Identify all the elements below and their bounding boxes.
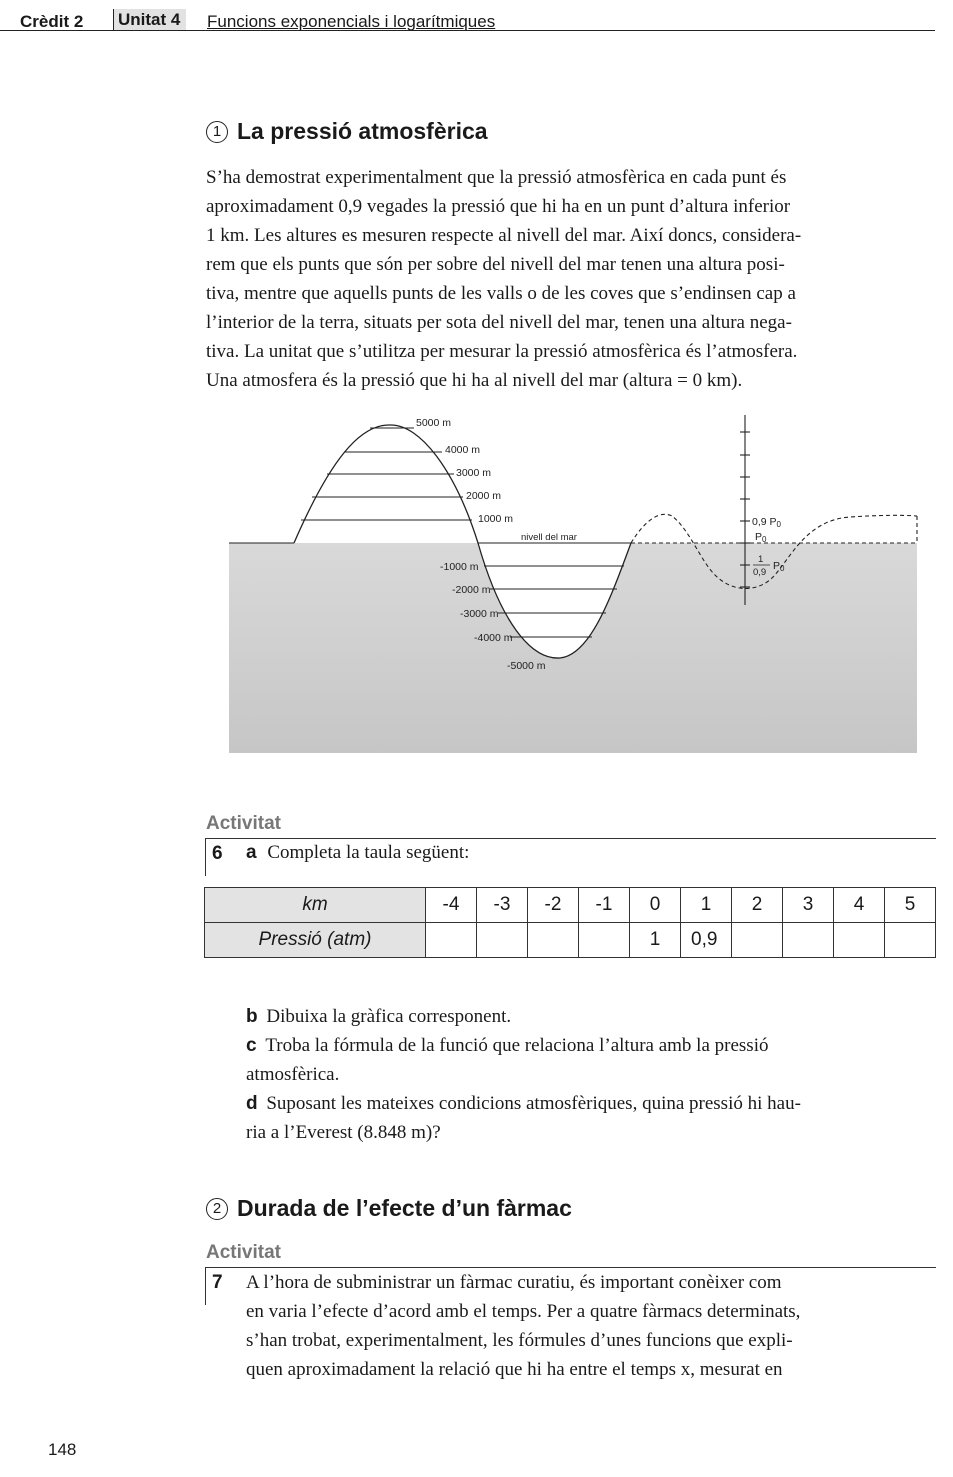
paragraph-line: rem que els punts que són per sobre del nivell del mar tenen una altura posi- [206, 254, 785, 275]
table-cell: -3 [477, 888, 528, 923]
paragraph-line: tiva, mentre que aquells punts de les valls o de les coves que s’endinsen cap a [206, 283, 796, 304]
section2-number: 2 [206, 1198, 228, 1220]
label-neg1000: -1000 m [440, 561, 479, 573]
paragraph-line: tiva. La unitat que s’utilitza per mesurar la pressió atmosfèrica és l’atmosfera. [206, 341, 798, 362]
paragraph-line: Una atmosfera és la pressió que hi ha al nivell del mar (altura = 0 km). [206, 370, 743, 391]
table-cell-input[interactable] [426, 923, 477, 958]
item-d [246, 1089, 936, 1118]
paragraph-line: s’han trobat, experimentalment, les fórmules d’unes funcions que expli- [246, 1330, 793, 1351]
label-4000: 4000 m [445, 444, 481, 456]
label-frac-den: 0,9 [753, 567, 767, 578]
unit-label: Unitat 4 [113, 9, 186, 30]
label-sea-level: nivell del mar [521, 532, 577, 543]
label-frac-num: 1 [758, 554, 764, 565]
item-b [246, 1002, 936, 1031]
table-cell-input[interactable] [885, 923, 936, 958]
paragraph-line: 1 km. Les altures es mesuren respecte al nivell del mar. Així doncs, considera- [206, 225, 802, 246]
table-cell: 1 [630, 923, 681, 958]
table-cell: -1 [579, 888, 630, 923]
table-cell: 3 [783, 888, 834, 923]
activity6-item-a [246, 842, 469, 864]
table-cell-input[interactable] [477, 923, 528, 958]
page-number: 148 [48, 1440, 77, 1459]
section2-title [206, 1195, 572, 1222]
label-neg4000: -4000 m [474, 632, 513, 644]
table-cell: -4 [426, 888, 477, 923]
table-cell: 1 [681, 888, 732, 923]
activity7-number: 7 [212, 1272, 223, 1293]
row-header-km: km [205, 888, 426, 923]
paragraph-line: A l’hora de subministrar un fàrmac curatiu, és important conèixer com [246, 1272, 782, 1293]
section2-title-text: Durada de l’efecte d’un fàrmac [237, 1195, 572, 1221]
label-09p0: 0,9 P0 [752, 516, 781, 529]
table-cell-input[interactable] [783, 923, 834, 958]
paragraph-line: aproximadament 0,9 vegades la pressió que hi ha en un punt d’altura inferior [206, 196, 791, 217]
table-cell: 0,9 [681, 923, 732, 958]
paragraph-line: en varia l’efecte d’acord amb el temps. Per a quatre fàrmacs determinats, [246, 1301, 801, 1322]
label-neg2000: -2000 m [452, 584, 491, 596]
paragraph-line: quen aproximadament la relació que hi ha entre el temps x, mesurat en [246, 1359, 783, 1380]
table-cell-input[interactable] [834, 923, 885, 958]
label-5000: 5000 m [416, 417, 452, 429]
pressure-table [204, 887, 936, 958]
table-cell: -2 [528, 888, 579, 923]
credit-label: Crèdit 2 [20, 12, 84, 31]
label-1000: 1000 m [478, 513, 514, 525]
item-b-text: Dibuixa la gràfica corresponent. [266, 1006, 512, 1027]
item-d-cont: ria a l’Everest (8.848 m)? [246, 1122, 441, 1143]
item-a-letter: a [246, 842, 257, 863]
table-row [205, 888, 936, 923]
item-c [246, 1031, 936, 1060]
label-neg3000: -3000 m [460, 608, 499, 620]
table-cell: 2 [732, 888, 783, 923]
section1-number: 1 [206, 121, 228, 143]
item-a-text: Completa la taula següent: [267, 842, 470, 863]
activity6-rule [206, 838, 936, 839]
activity6-label: Activitat [206, 813, 281, 834]
item-c-letter: c [246, 1035, 257, 1056]
section1-title-text: La pressió atmosfèrica [237, 118, 488, 144]
paragraph-line: l’interior de la terra, situats per sota del nivell del mar, tenen una altura nega- [206, 312, 792, 333]
label-neg5000: -5000 m [507, 660, 546, 672]
activity7-paragraph [246, 1268, 936, 1384]
label-3000: 3000 m [456, 467, 492, 479]
activity7-bar [205, 1267, 206, 1305]
paragraph-line: S’ha demostrat experimentalment que la pressió atmosfèrica en cada punt és [206, 167, 787, 188]
activity6-bar [205, 838, 206, 876]
item-b-letter: b [246, 1006, 258, 1027]
activity7-label: Activitat [206, 1242, 281, 1263]
label-frac-p: P0 [773, 560, 785, 573]
mountain [294, 425, 481, 543]
activity6-number: 6 [212, 843, 223, 864]
table-cell-input[interactable] [732, 923, 783, 958]
row-header-pressure: Pressió (atm) [205, 923, 426, 958]
item-d-letter: d [246, 1093, 258, 1114]
table-cell: 0 [630, 888, 681, 923]
item-c-cont: atmosfèrica. [246, 1064, 340, 1085]
table-cell-input[interactable] [579, 923, 630, 958]
table-row [205, 923, 936, 958]
table-cell-input[interactable] [528, 923, 579, 958]
label-p0: P0 [755, 531, 767, 544]
item-c-text: Troba la fórmula de la funció que relaciona l’altura amb la pressió [265, 1035, 769, 1056]
topic-label: Funcions exponencials i logarítmiques [207, 12, 496, 31]
table-cell: 4 [834, 888, 885, 923]
table-cell: 5 [885, 888, 936, 923]
item-d-text: Suposant les mateixes condicions atmosfèriques, quina pressió hi hau- [266, 1093, 801, 1114]
label-2000: 2000 m [466, 490, 502, 502]
activity6-items [246, 1002, 936, 1147]
